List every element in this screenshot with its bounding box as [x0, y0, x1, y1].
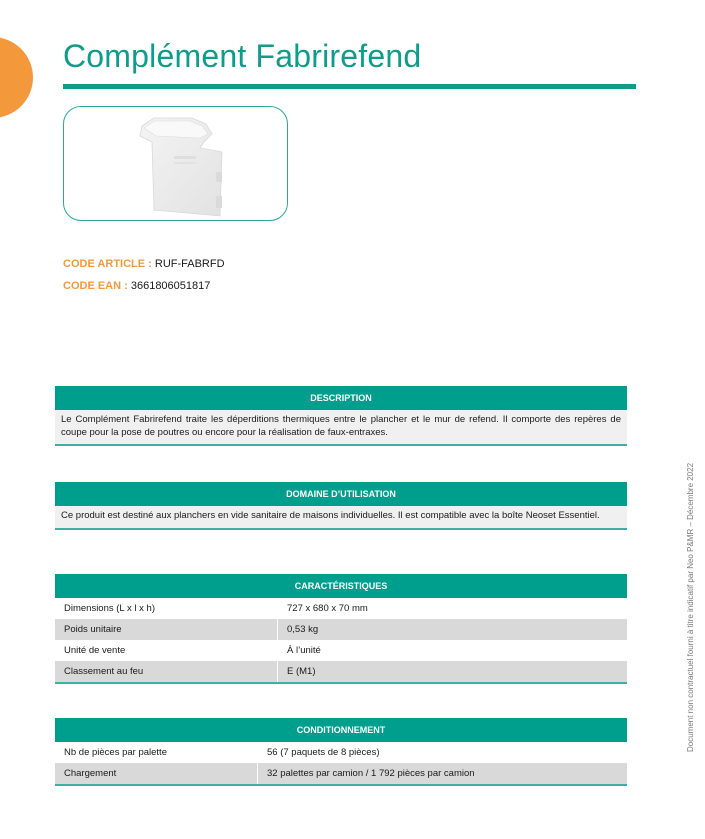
- page-title: Complément Fabrirefend: [63, 38, 422, 74]
- row-value: À l’unité: [278, 640, 628, 661]
- article-code-value: RUF-FABRFD: [154, 258, 225, 270]
- title-underline: [63, 84, 636, 89]
- characteristics-table: [55, 598, 627, 682]
- table-row: [55, 763, 627, 784]
- row-value: 32 palettes par camion / 1 792 pièces par camion: [258, 763, 628, 784]
- product-image: [134, 112, 234, 217]
- table-row: [55, 598, 627, 619]
- row-label: Nb de pièces par palette: [55, 742, 258, 763]
- packaging-header: CONDITIONNEMENT: [55, 718, 627, 742]
- characteristics-header: CARACTÉRISTIQUES: [55, 574, 627, 598]
- description-section: [55, 386, 627, 446]
- table-bottom-rule: [55, 682, 627, 684]
- article-code-line: [63, 253, 225, 275]
- product-codes: [63, 253, 225, 297]
- table-row: [55, 640, 627, 661]
- table-row: [55, 742, 627, 763]
- row-label: Unité de vente: [55, 640, 278, 661]
- packaging-section: [55, 718, 627, 786]
- usage-section: [55, 482, 627, 530]
- usage-text: Ce produit est destiné aux planchers en vide sanitaire de maisons individuelles. Il est compatible avec la boîte Neoset Essentiel.: [55, 506, 627, 530]
- article-code-label: CODE ARTICLE :: [63, 258, 152, 270]
- product-image-frame: [63, 106, 288, 221]
- disclaimer-vertical-text: Document non contractuel fourni à titre indicatif par Neo P&MR – Décembre 2022: [686, 462, 695, 752]
- characteristics-section: [55, 574, 627, 684]
- description-text: Le Complément Fabrirefend traite les déperditions thermiques entre le plancher et le mur de refend. Il comporte des repères de coupe pour la pose de poutres ou encore pour la réalisation de faux-entraxes.: [55, 410, 627, 446]
- orange-decorative-circle: [0, 37, 33, 118]
- packaging-table: [55, 742, 627, 784]
- row-label: Poids unitaire: [55, 619, 278, 640]
- row-value: 727 x 680 x 70 mm: [278, 598, 628, 619]
- row-value: 56 (7 paquets de 8 pièces): [258, 742, 628, 763]
- table-row: [55, 619, 627, 640]
- ean-code-value: 3661806051817: [130, 280, 211, 292]
- row-label: Dimensions (L x l x h): [55, 598, 278, 619]
- row-label: Chargement: [55, 763, 258, 784]
- row-value: 0,53 kg: [278, 619, 628, 640]
- row-label: Classement au feu: [55, 661, 278, 682]
- usage-header: DOMAINE D’UTILISATION: [55, 482, 627, 506]
- table-row: [55, 661, 627, 682]
- ean-code-line: [63, 275, 225, 297]
- table-bottom-rule: [55, 784, 627, 786]
- description-header: DESCRIPTION: [55, 386, 627, 410]
- ean-code-label: CODE EAN :: [63, 280, 128, 292]
- row-value: E (M1): [278, 661, 628, 682]
